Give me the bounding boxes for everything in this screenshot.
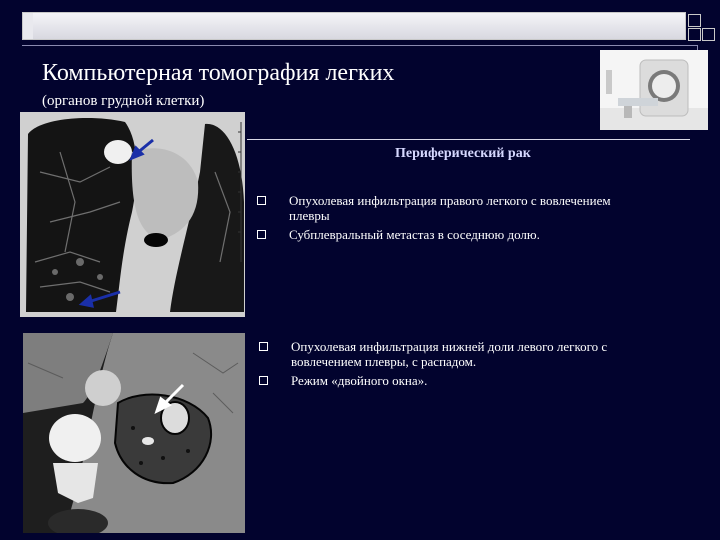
corner-square-2: [688, 28, 701, 41]
frame-line-top: [22, 45, 698, 46]
corner-square-3: [702, 28, 715, 41]
list-item: [289, 193, 619, 223]
list-item: [289, 227, 619, 242]
heading-divider: [247, 139, 690, 140]
bullet-text: Режим «двойного окна».: [291, 373, 428, 388]
bullet-text: Опухолевая инфильтрация нижней доли левого легкого с вовлечением плевры, с распадом.: [291, 339, 608, 369]
corner-square-1: [688, 14, 701, 27]
title-bar-decoration: [22, 12, 686, 40]
ct-scan-top-image: [20, 112, 245, 317]
bottom-bullet-list: [291, 339, 641, 388]
top-bullet-list: [289, 193, 619, 242]
section-heading: Периферический рак: [395, 146, 531, 161]
bullet-square-icon: [257, 196, 266, 205]
ct-scan-bottom-image: [23, 333, 245, 533]
slide-subtitle: (органов грудной клетки): [42, 93, 205, 109]
bullet-square-icon: [259, 376, 268, 385]
bullet-text: Опухолевая инфильтрация правого легкого с вовлечением плевры: [289, 193, 611, 223]
slide-title: Компьютерная томография легких: [42, 60, 395, 86]
bullet-text: Субплевральный метастаз в соседнюю долю.: [289, 227, 540, 242]
bullet-square-icon: [259, 342, 268, 351]
list-item: [291, 373, 641, 388]
bullet-square-icon: [257, 230, 266, 239]
list-item: [291, 339, 641, 369]
ct-scanner-photo: [600, 50, 708, 130]
